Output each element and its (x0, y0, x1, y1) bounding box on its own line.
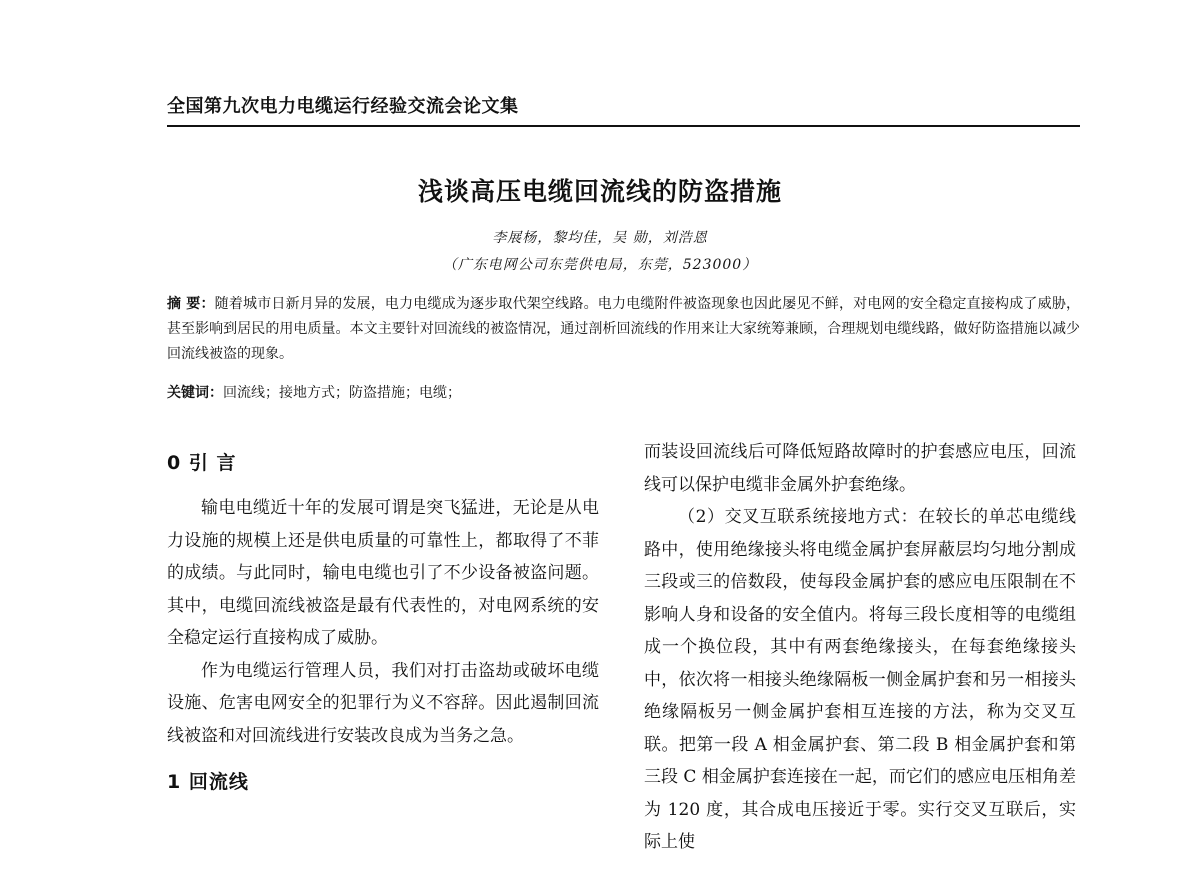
keywords-text: 回流线；接地方式；防盗措施；电缆； (223, 385, 461, 401)
header-rule (167, 125, 1080, 127)
running-header: 全国第九次电力电缆运行经验交流会论文集 (167, 96, 519, 117)
paper-title: 浅谈高压电缆回流线的防盗措施 (417, 177, 782, 206)
abstract-label: 摘 要： (167, 296, 215, 312)
keywords-label: 关键词： (167, 385, 223, 401)
paper-authors: 李展杨，黎均佳，吴 勋，刘浩恩 (492, 230, 708, 246)
paragraph: 作为电缆运行管理人员，我们对打击盗劫或破坏电缆设施、危害电网安全的犯罪行为义不容辞。因此遏制回流线被盗和对回流线进行安装改良成为当务之急。 (167, 660, 599, 746)
paragraph: （2）交叉互联系统接地方式：在较长的单芯电缆线路中，使用绝缘接头将电缆金属护套屏蔽层均匀地分割成三段或三的倍数段，使每段金属护套的感应电压限制在不影响人身和设备的安全值内。将每三段长度相等的电缆组成一个换位段，其中有两套绝缘接头，在每套绝缘接头中，依次将一相接头绝缘隔板一侧金属护套和另一相接头绝缘隔板另一侧金属护套相互连接的方法，称为交叉互联。把第一段 A 相金属护套、第二段 B 相金属护套和第三段 C 相金属护套连接在一起，而它们的感应电压相角差为 120 度，其合成电压接近于零。实行交叉互联后，实际上使 (644, 507, 1076, 852)
right-column (644, 436, 1076, 859)
section-heading-return-line: 1 回流线 (167, 771, 249, 793)
abstract-text: 随着城市日新月异的发展，电力电缆成为逐步取代架空线路。电力电缆附件被盗现象也因此屡见不鲜，对电网的安全稳定直接构成了威胁，甚至影响到居民的用电质量。本文主要针对回流线的被盗情况，通过剖析回流线的作用来让大家统筹兼顾，合理规划电缆线路，做好防盗措施以减少回流线被盗的现象。 (167, 296, 1081, 362)
section-heading-introduction: 0 引 言 (167, 452, 237, 474)
abstract (167, 292, 1080, 367)
paragraph: 输电电缆近十年的发展可谓是突飞猛进，无论是从电力设施的规模上还是供电质量的可靠性上，都取得了不菲的成绩。与此同时，输电电缆也引了不少设备被盗问题。其中，电缆回流线被盗是最有代表性的，对电网系统的安全稳定运行直接构成了威胁。 (167, 498, 599, 648)
paragraph: 而装设回流线后可降低短路故障时的护套感应电压，回流线可以保护电缆非金属外护套绝缘。 (644, 442, 1076, 495)
left-column (167, 446, 599, 798)
keywords (167, 381, 1080, 406)
paper-affiliation: （广东电网公司东莞供电局，东莞，523000） (442, 257, 758, 273)
